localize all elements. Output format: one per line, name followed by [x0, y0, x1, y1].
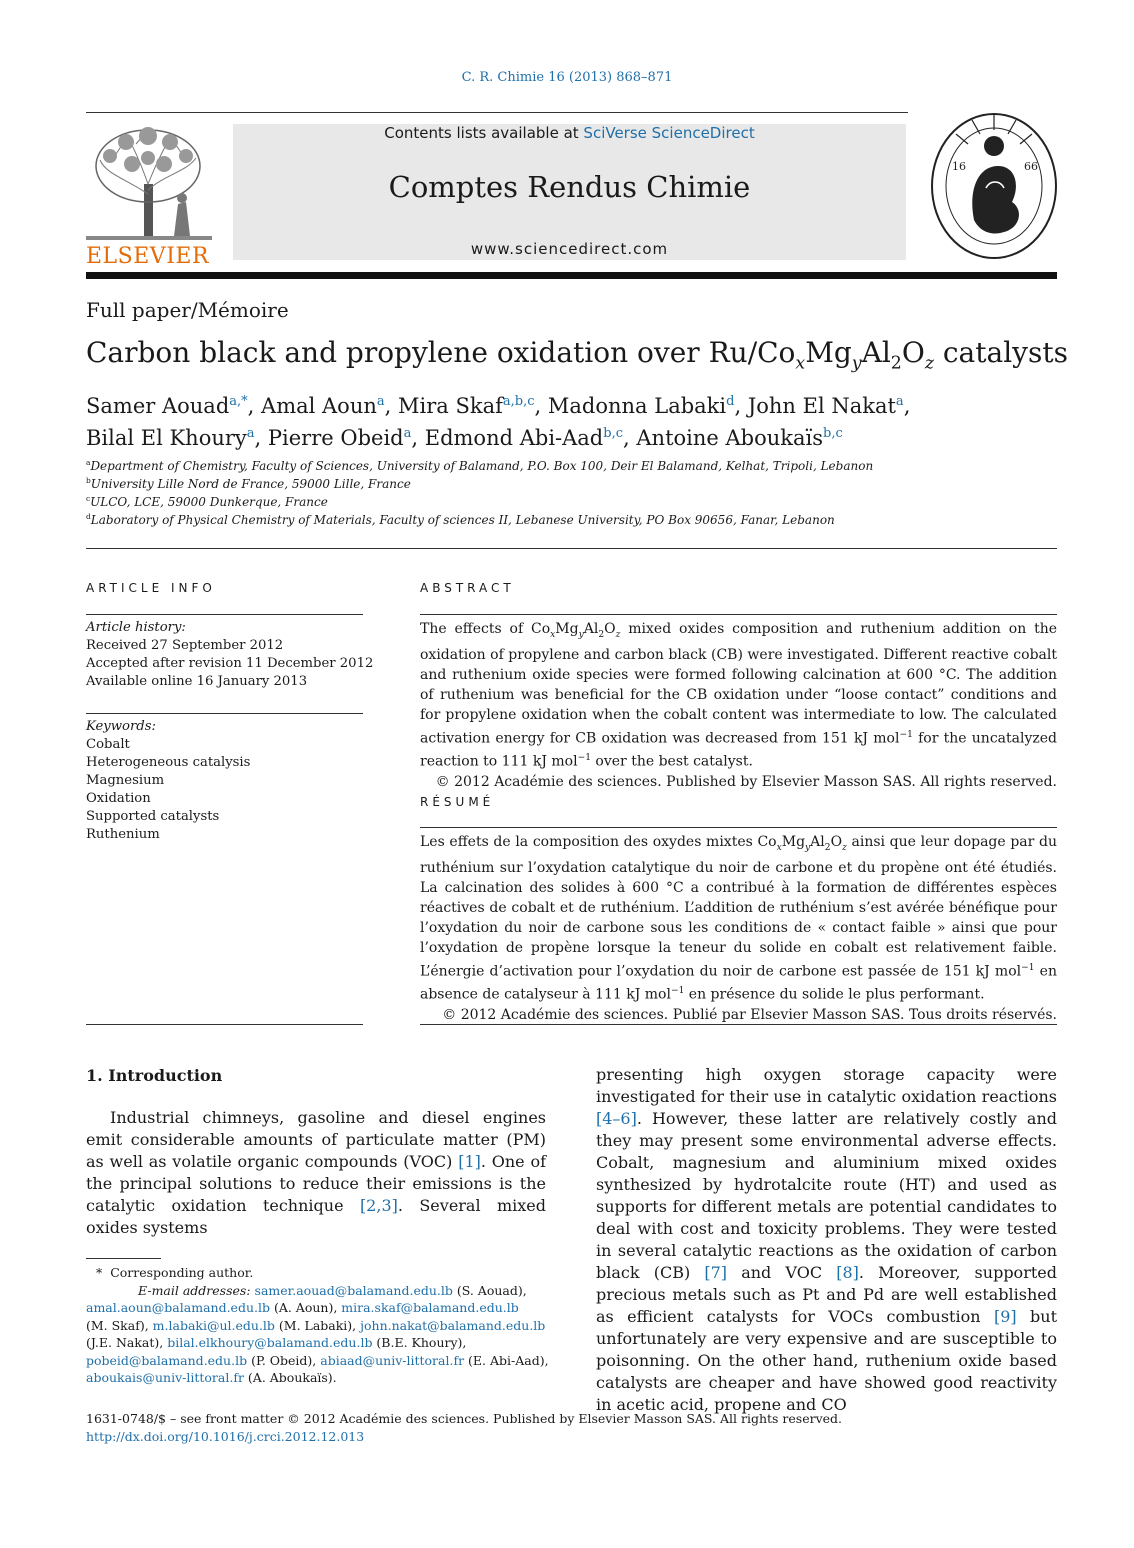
- keywords-label: Keywords:: [86, 719, 156, 734]
- author-list: [86, 388, 1066, 452]
- elsevier-logo: [86, 124, 212, 269]
- reference-link[interactable]: [4–6]: [596, 1109, 637, 1128]
- article-info-heading: ARTICLE INFO: [86, 581, 216, 595]
- academie-seal: [928, 110, 1060, 262]
- resume-text: Les effets de la composition des oxydes mixtes $Co_xMg_yAl_2O_z$ ainsi que leur dopage par du ruthénium sur l’oxydation catalytique du noir de carbone et du propène ont été étudiés. La calcination des solides à 600 °C a contribué à la formation de différentes espèces réactives de cobalt et de ruthénium. L’addition de ruthénium s’est avérée bénéfique pour l’oxydation du noir de carbone sous les conditions de « contact faible » ainsi que pour l’oxydation de propène lorsque la teneur du solide en cobalt est relativement faible. L’énergie d’activation pour l’oxydation du noir de carbone est passée de 151 kJ mol$^{-1}$ en absence de catalyseur à 111 kJ mol$^{-1}$ en présence du solide le plus performant. © 2012 Académie des sciences. Publié par Elsevier Masson SAS. Tous droits réservés.: [420, 834, 1057, 1024]
- affiliations-rule: [86, 548, 1057, 549]
- reference-link[interactable]: [1]: [458, 1152, 481, 1171]
- author-affiliation-link[interactable]: a,b,c: [502, 394, 535, 409]
- email-link[interactable]: mira.skaf@balamand.edu.lb: [341, 1300, 519, 1315]
- author: Pierre Obeid: [267, 426, 404, 450]
- abstract-heading: ABSTRACT: [420, 581, 515, 595]
- history-label: Article history:: [86, 620, 186, 635]
- resume-heading: RÉSUMÉ: [420, 795, 495, 809]
- keyword: Cobalt: [86, 737, 130, 752]
- email-link[interactable]: aboukais@univ-littoral.fr: [86, 1370, 244, 1385]
- email-link[interactable]: abiaad@univ-littoral.fr: [320, 1352, 465, 1368]
- intro-paragraph-2: presenting high oxygen storage capacity were investigated for their use in catalytic oxidation reactions [4–6]. However, these latter are relatively costly and they may present some environmental adverse effects. Cobalt, magnesium and aluminium mixed oxides synthesized by hydrotalcite route (HT) and used as supports for different metals are potential candidates to deal with cost and toxicity problems. They were tested in several catalytic reactions as the oxidation of carbon black (CB) [7] and VOC [8]. Moreover, supported precious metals such as Pt and Pd are well established as efficient catalysts for VOCs combustion [9] but unfortunately are very expensive and are susceptible to poisonning. On the other hand, ruthenium oxide based catalysts are cheaper and have showed good reactivity in acetic acid, propene and CO: [596, 1065, 1058, 1414]
- history-accepted: Accepted after revision 11 December 2012: [86, 656, 374, 671]
- keywords: [86, 718, 376, 844]
- keyword: Oxidation: [86, 791, 151, 806]
- info-rule: [86, 614, 363, 615]
- header-thick-rule: [86, 272, 1057, 279]
- keyword: Magnesium: [86, 773, 165, 788]
- email-link[interactable]: m.labaki@ul.edu.lb: [152, 1317, 275, 1333]
- email-link[interactable]: amal.aoun@balamand.edu.lb: [86, 1300, 270, 1315]
- affiliation: $^c$ULCO, LCE, 59000 Dunkerque, France: [86, 494, 328, 509]
- author: Amal Aoun: [261, 394, 377, 418]
- keywords-rule: [86, 713, 363, 714]
- info-bottom-rule: [86, 1024, 363, 1025]
- email-link[interactable]: pobeid@balamand.edu.lb: [86, 1352, 248, 1368]
- elsevier-tree-icon: [86, 124, 212, 244]
- sciencedirect-link[interactable]: SciVerse ScienceDirect: [583, 124, 755, 142]
- authors-line-1: Samer Aouad$^{a,*}$, Amal Aoun$^a$, Mira Skaf$^{a,b,c}$, Madonna Labaki$^d$, John El Nakat$^a$,: [86, 394, 911, 418]
- article-history: [86, 619, 376, 691]
- author-affiliation-link[interactable]: a: [376, 394, 385, 409]
- issn-line: 1631-0748/$ – see front matter © 2012 Académie des sciences. Published by Elsevier Masson SAS. All rights reserved.: [86, 1411, 843, 1426]
- affiliation: $^d$Laboratory of Physical Chemistry of Materials, Faculty of sciences II, Lebanese University, PO Box 90656, Fanar, Lebanon: [86, 512, 835, 527]
- journal-name: Comptes Rendus Chimie: [388, 170, 751, 204]
- author: Mira Skaf: [398, 394, 503, 418]
- reference-link[interactable]: [8]: [836, 1263, 859, 1282]
- abstract-copyright: © 2012 Académie des sciences. Published by Elsevier Masson SAS. All rights reserved.: [435, 774, 1057, 791]
- email-link[interactable]: john.nakat@balamand.edu.lb: [360, 1317, 546, 1333]
- keyword: Supported catalysts: [86, 809, 220, 824]
- journal-reference[interactable]: C. R. Chimie 16 (2013) 868–871: [461, 70, 673, 85]
- author-affiliation-link[interactable]: b,c: [823, 426, 843, 441]
- abstract-text: The effects of $Co_xMg_yAl_2O_z$ mixed oxides composition and ruthenium addition on the oxidation of propylene and carbon black (CB) were investigated. Different reactive cobalt and ruthenium oxide species were formed following calcination at 600 °C. The addition of ruthenium was beneficial for the CB oxidation under “loose contact” conditions and for propylene oxidation when the cobalt content was intermediate to low. The calculated activation energy for CB oxidation was decreased from 151 kJ mol$^{-1}$ for the uncatalyzed reaction to 111 kJ mol$^{-1}$ over the best catalyst. © 2012 Académie des sciences. Published by Elsevier Masson SAS. All rights reserved.: [420, 621, 1057, 791]
- seal-year-right: 66: [1024, 160, 1038, 173]
- contents-prefix: Contents lists available at: [384, 124, 584, 142]
- doi-link[interactable]: http://dx.doi.org/10.1016/j.crci.2012.12.013: [86, 1429, 365, 1444]
- article-title: Carbon black and propylene oxidation over $Ru/Co_xMg_yAl_2O_z$ catalysts: [86, 336, 1068, 374]
- keyword: Ruthenium: [86, 827, 160, 842]
- intro-paragraph-1: Industrial chimneys, gasoline and diesel engines emit considerable amounts of particulate matter (PM) as well as volatile organic compounds (VOC) [1]. One of the principal solutions to reduce their emissions is the catalytic oxidation technique [2,3]. Several mixed oxides systems: [86, 1108, 546, 1237]
- author-affiliation-link[interactable]: a: [895, 394, 904, 409]
- affiliation: $^b$University Lille Nord de France, 59000 Lille, France: [86, 476, 411, 491]
- footnote-rule: [86, 1258, 161, 1259]
- email-link[interactable]: samer.aouad@balamand.edu.lb: [254, 1282, 453, 1298]
- elsevier-wordmark: ELSEVIER: [86, 244, 210, 269]
- author: Madonna Labaki: [547, 394, 727, 418]
- journal-url[interactable]: www.sciencedirect.com: [470, 240, 669, 258]
- academie-seal-icon: [928, 110, 1060, 262]
- keyword: Heterogeneous catalysis: [86, 755, 251, 770]
- authors-line-2: Bilal El Khoury$^a$, Pierre Obeid$^a$, Edmond Abi-Aad$^{b,c}$, Antoine Aboukaïs$^{b,c}$: [86, 426, 843, 450]
- author: Edmond Abi-Aad: [424, 426, 604, 450]
- resume-rule: [420, 827, 1057, 828]
- reference-link[interactable]: [9]: [993, 1307, 1017, 1326]
- introduction-heading: 1. Introduction: [86, 1066, 223, 1085]
- contents-line: [233, 124, 906, 142]
- abstract-rule: [420, 614, 1057, 615]
- section-type: Full paper/Mémoire: [86, 298, 289, 322]
- affiliation: $^a$Department of Chemistry, Faculty of Sciences, University of Balamand, P.O. Box 100, Deir El Balamand, Kelhat, Tripoli, Lebanon: [86, 458, 874, 473]
- author-affiliation-link[interactable]: b,c: [603, 426, 624, 441]
- seal-year-left: 16: [952, 160, 966, 173]
- history-online: Available online 16 January 2013: [86, 674, 308, 689]
- reference-link[interactable]: [7]: [704, 1263, 728, 1282]
- author: Samer Aouad: [86, 394, 230, 418]
- reference-link[interactable]: [2,3]: [359, 1196, 398, 1215]
- author-affiliation-link[interactable]: a,*: [229, 394, 248, 409]
- author: John El Nakat: [747, 394, 896, 418]
- resume-copyright: © 2012 Académie des sciences. Publié par Elsevier Masson SAS. Tous droits réservés.: [442, 1007, 1057, 1024]
- email-link[interactable]: bilal.elkhoury@balamand.edu.lb: [167, 1335, 373, 1350]
- abstract-bottom-rule: [420, 1024, 1057, 1025]
- footnote: * Corresponding author. E-mail addresses: samer.aouad@balamand.edu.lb (S. Aouad), amal.aoun@balamand.edu.lb (A. Aoun), mira.skaf@balamand.edu.lb (M. Skaf), m.labaki@ul.edu.lb (M. Labaki), john.nakat@balamand.edu.lb (J.E. Nakat), bilal.elkhoury@balamand.edu.lb (B.E. Khoury), pobeid@balamand.edu.lb (P. Obeid), abiaad@univ-littoral.fr (E. Abi-Aad), aboukais@univ-littoral.fr (A. Aboukaïs).: [86, 1265, 549, 1385]
- history-received: Received 27 September 2012: [86, 638, 284, 653]
- author-affiliation-link[interactable]: a: [246, 426, 255, 441]
- header-top-rule: [86, 112, 908, 113]
- author-affiliation-link[interactable]: d: [726, 394, 735, 409]
- author: Bilal El Khoury: [86, 426, 247, 450]
- author-affiliation-link[interactable]: a: [403, 426, 412, 441]
- author: Antoine Aboukaïs: [636, 426, 824, 450]
